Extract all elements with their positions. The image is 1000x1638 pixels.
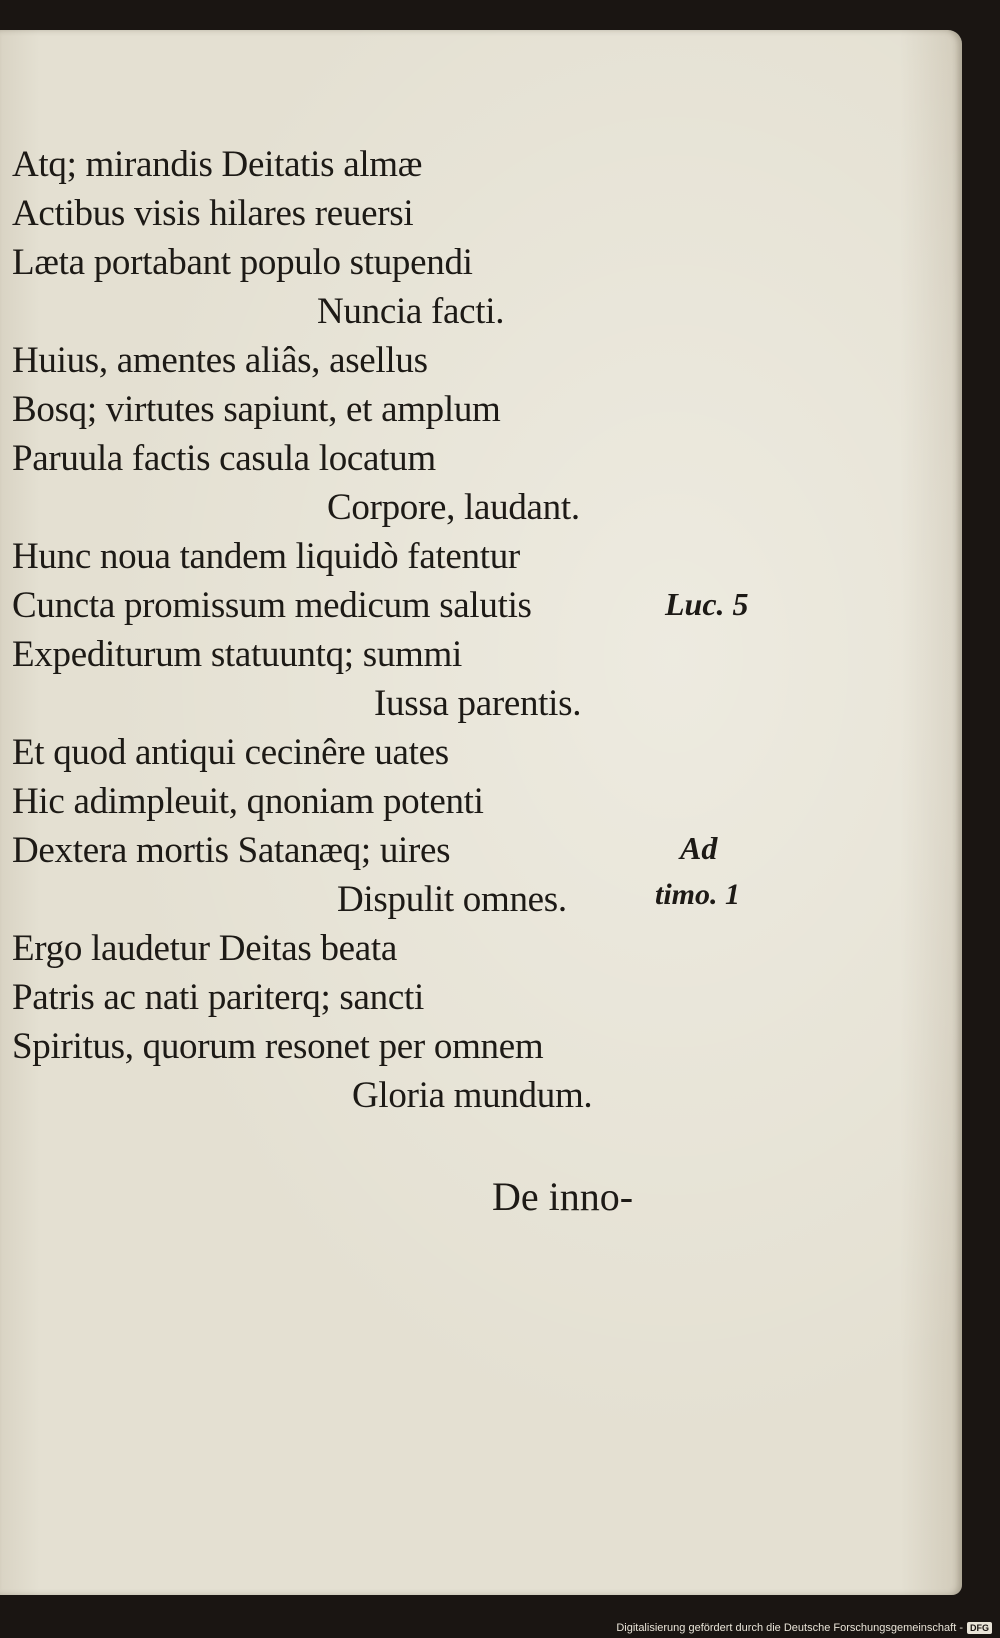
verse-line: Hic adimpleuit, qnoniam potenti — [12, 781, 484, 822]
marginal-note-timo: timo. 1 — [655, 878, 741, 911]
verse-line: Et quod antiqui cecinêre uates — [12, 732, 449, 773]
marginal-note-ad: Ad — [680, 830, 718, 866]
verse-block — [12, 140, 712, 1120]
verse-line: Actibus visis hilares reuersi — [12, 193, 414, 234]
verse-line: Dispulit omnes. — [337, 879, 567, 920]
verse-line: Patris ac nati pariterq; sancti — [12, 977, 424, 1018]
marginal-note-luc: Luc. 5 — [665, 586, 749, 622]
verse-line: Iussa parentis. — [374, 683, 582, 724]
verse-line: Atq; mirandis Deitatis almæ — [12, 144, 423, 185]
digitization-footer — [616, 1622, 992, 1634]
verse-line: Hunc noua tandem liquidò fatentur — [12, 536, 520, 577]
verse-line: Læta portabant populo stupendi — [12, 242, 473, 283]
verse-line: Ergo laudetur Deitas beata — [12, 928, 398, 969]
verse-line: Paruula factis casula locatum — [12, 438, 436, 479]
verse-line: Huius, amentes aliâs, asellus — [12, 340, 428, 381]
verse-line: Spiritus, quorum resonet per omnem — [12, 1026, 544, 1067]
verse-line: Cuncta promissum medicum salutis — [12, 585, 532, 626]
dfg-logo-icon: DFG — [967, 1622, 992, 1634]
catchword: De inno- — [492, 1174, 634, 1219]
verse-line: Dextera mortis Satanæq; uires — [12, 830, 451, 871]
book-page — [0, 30, 962, 1595]
verse-line: Expediturum statuuntq; summi — [12, 634, 462, 675]
verse-line: Gloria mundum. — [352, 1075, 593, 1116]
verse-line: Corpore, laudant. — [327, 487, 580, 528]
verse-line: Nuncia facti. — [317, 291, 505, 332]
footer-credit: Digitalisierung gefördert durch die Deutsche Forschungsgemeinschaft - — [616, 1622, 963, 1634]
verse-line: Bosq; virtutes sapiunt, et amplum — [12, 389, 501, 430]
